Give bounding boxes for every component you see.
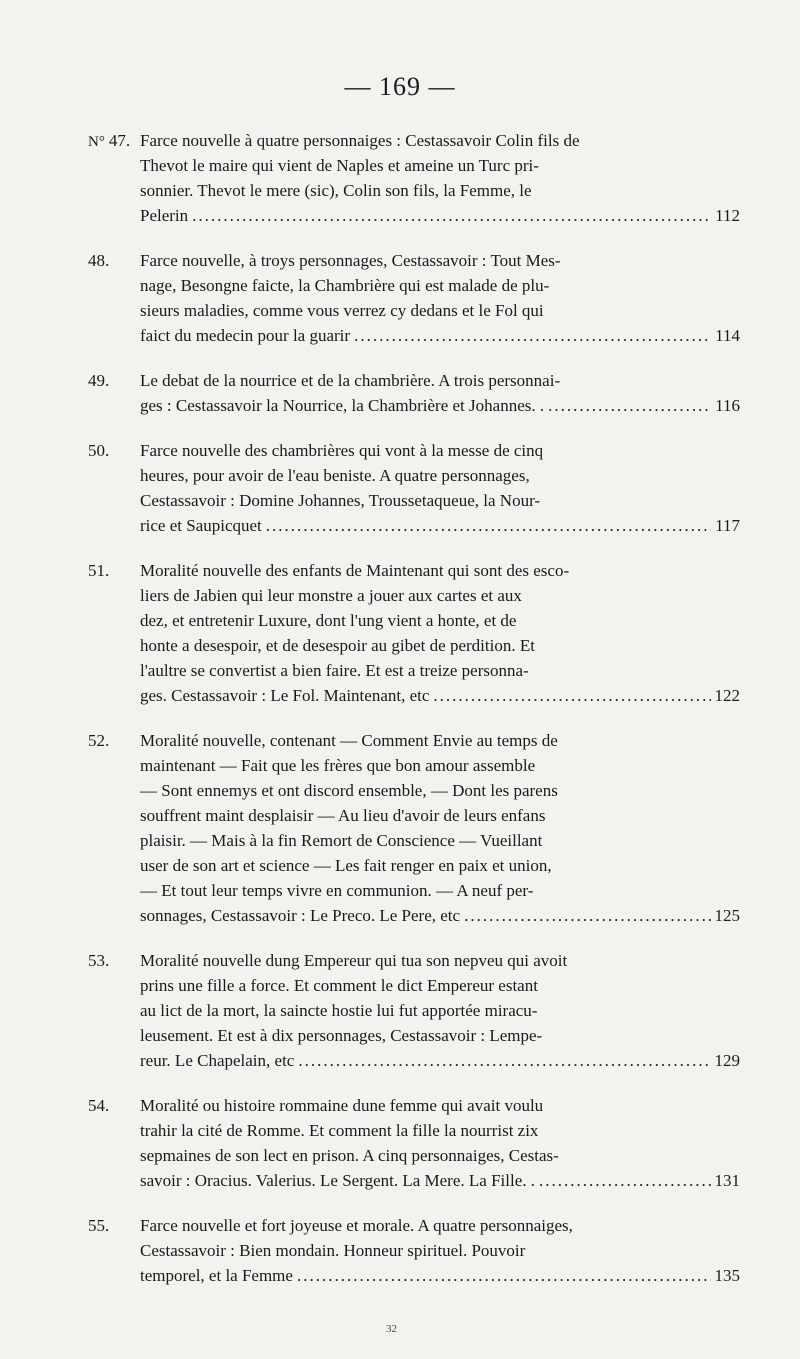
entry-last-text: faict du medecin pour la guarir [140,326,351,345]
entry-text [140,728,740,928]
entry-line: souffrent maint desplaisir — Au lieu d'avoir de leurs enfans [140,806,546,825]
entry-last-text: sonnages, Cestassavoir : Le Preco. Le Pere, etc [140,906,461,925]
entry-last-line [140,393,740,418]
entry-line: Moralité nouvelle dung Empereur qui tua son nepveu qui avoit [140,951,568,970]
entry-line: leusement. Et est à dix personnages, Cestassavoir : Lempe- [140,1026,543,1045]
entry-line: Thevot le maire qui vient de Naples et ameine un Turc pri- [140,156,539,175]
entry-line: Farce nouvelle des chambrières qui vont à la messe de cinq [140,441,544,460]
dot-leader [266,513,711,538]
catalog-entry [88,558,740,708]
entry-line: nage, Besongne faicte, la Chambrière qui est malade de plu- [140,276,550,295]
entry-text [140,1213,740,1288]
entry-line: Moralité nouvelle, contenant — Comment Envie au temps de [140,731,558,750]
entry-number [88,948,109,973]
entry-last-line [140,1168,740,1193]
entry-number [88,1213,109,1238]
entry-last-text: rice et Saupicquet [140,516,262,535]
entry-last-line [140,323,740,348]
entry-line: Le debat de la nourrice et de la chambrière. A trois personnai- [140,371,561,390]
entry-last-text: ges. Cestassavoir : Le Fol. Maintenant, etc [140,686,430,705]
entry-line: maintenant — Fait que les frères que bon amour assemble [140,756,536,775]
entry-line: honte a desespoir, et de desespoir au gibet de perdition. Et [140,636,535,655]
entry-number-value: 47. [108,131,131,150]
entry-text [140,948,740,1073]
entry-line: Farce nouvelle et fort joyeuse et morale. A quatre personnaiges, [140,1216,573,1235]
entry-line: Cestassavoir : Bien mondain. Honneur spirituel. Pouvoir [140,1241,526,1260]
entry-number [88,438,109,463]
entry-text [140,368,740,418]
entry-number-value: 54. [88,1096,110,1115]
entry-line: Cestassavoir : Domine Johannes, Troussetaqueue, la Nour- [140,491,541,510]
entry-last-text: ges : Cestassavoir la Nourrice, la Chambrière et Johannes. . [140,396,545,415]
number-prefix: N° [88,134,105,150]
page-number: 112 [715,206,740,225]
entry-text [140,128,740,228]
page-number: 114 [715,326,740,345]
entry-line: Moralité ou histoire rommaine dune femme qui avait voulu [140,1096,544,1115]
dot-leader [433,683,710,708]
entry-number [88,728,109,753]
entry-last-line [140,513,740,538]
entry-line: l'aultre se convertist a bien faire. Et est a treize personna- [140,661,529,680]
entry-line: au lict de la mort, la saincte hostie lui fut apportée miracu- [140,1001,538,1020]
catalog-entry [88,728,740,928]
page-number: 122 [714,686,740,705]
entry-number [88,368,109,393]
page-number: 131 [714,1171,740,1190]
entry-line: sepmaines de son lect en prison. A cinq personnaiges, Cestas- [140,1146,559,1165]
dot-leader [548,393,711,418]
entry-last-text: reur. Le Chapelain, etc [140,1051,295,1070]
entry-line: heures, pour avoir de l'eau beniste. A quatre personnages, [140,466,530,485]
entry-line: Farce nouvelle à quatre personnaiges : Cestassavoir Colin fils de [140,131,580,150]
entry-number-value: 51. [88,561,110,580]
page-number: 129 [714,1051,740,1070]
entry-line: dez, et entretenir Luxure, dont l'ung vient a honte, et de [140,611,517,630]
entry-line: user de son art et science — Les fait renger en paix et union, [140,856,552,875]
entry-last-line [140,683,740,708]
entry-line: — Sont ennemys et ont discord ensemble, — Dont les parens [140,781,558,800]
dot-leader [354,323,711,348]
catalog-entry [88,1213,740,1288]
entry-number-value: 55. [88,1216,110,1235]
page-number: 116 [715,396,740,415]
catalog-entry [88,368,740,418]
entry-line: Moralité nouvelle des enfants de Maintenant qui sont des esco- [140,561,570,580]
dot-leader [297,1263,711,1288]
page-number: 135 [714,1266,740,1285]
entry-line: Farce nouvelle, à troys personnages, Cestassavoir : Tout Mes- [140,251,561,270]
entry-number-value: 52. [88,731,110,750]
entry-text [140,1093,740,1193]
page-header: — 169 — [344,72,456,101]
entry-line: sonnier. Thevot le mere (sic), Colin son fils, la Femme, le [140,181,532,200]
catalog-entry [88,948,740,1073]
entry-line: plaisir. — Mais à la fin Remort de Conscience — Vueillant [140,831,543,850]
entry-last-line [140,1263,740,1288]
entry-number [88,248,109,273]
entry-number-value: 48. [88,251,110,270]
entry-number [88,558,109,583]
page-number: 117 [715,516,740,535]
entry-text [140,558,740,708]
entry-number-value: 49. [88,371,110,390]
entry-number-value: 50. [88,441,110,460]
dot-leader [539,1168,711,1193]
entry-number-value: 53. [88,951,110,970]
catalog-entry [88,128,740,228]
dot-leader [464,903,710,928]
catalog-entry [88,1093,740,1193]
entry-number [88,1093,109,1118]
page-number: 125 [714,906,740,925]
catalog-entries [88,128,740,1308]
entry-last-text: savoir : Oracius. Valerius. Le Sergent. La Mere. La Fille. . [140,1171,535,1190]
signature-mark: 32 [386,1323,397,1335]
entry-last-text: temporel, et la Femme [140,1266,293,1285]
entry-line: liers de Jabien qui leur monstre a jouer aux cartes et aux [140,586,522,605]
entry-last-text: Pelerin [140,206,189,225]
entry-last-line [140,1048,740,1073]
catalog-entry [88,248,740,348]
entry-number [88,128,130,155]
entry-text [140,248,740,348]
entry-line: prins une fille a force. Et comment le dict Empereur estant [140,976,538,995]
entry-last-line [140,903,740,928]
entry-line: — Et tout leur temps vivre en communion. — A neuf per- [140,881,534,900]
dot-leader [192,203,711,228]
catalog-entry [88,438,740,538]
dot-leader [298,1048,710,1073]
entry-last-line [140,203,740,228]
entry-text [140,438,740,538]
entry-line: trahir la cité de Romme. Et comment la fille la nourrist zix [140,1121,539,1140]
entry-line: sieurs maladies, comme vous verrez cy dedans et le Fol qui [140,301,544,320]
